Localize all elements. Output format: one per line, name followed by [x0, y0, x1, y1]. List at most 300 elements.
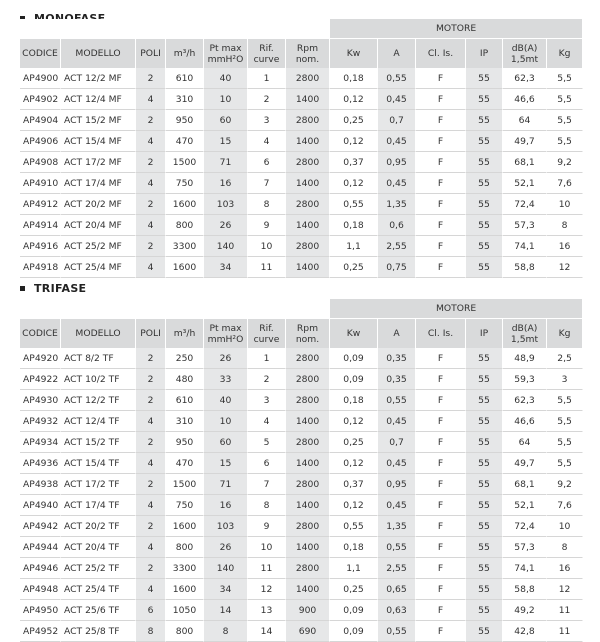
cell-pt-max: 60 — [204, 110, 248, 131]
cell-rif-curve: 10 — [248, 537, 286, 558]
cell-ampere: 0,35 — [378, 348, 416, 369]
cell-kg: 3 — [547, 369, 583, 390]
column-header-codice: CODICE — [20, 319, 61, 348]
cell-kw: 0,37 — [330, 152, 378, 173]
column-header-kg: Kg — [547, 319, 583, 348]
cell-kw: 0,25 — [330, 579, 378, 600]
column-header-ip: IP — [466, 39, 503, 68]
bullet-icon — [20, 286, 25, 291]
cell-poli: 2 — [136, 110, 166, 131]
cell-ampere: 0,75 — [378, 257, 416, 278]
cell-modello: ACT 15/2 TF — [61, 432, 136, 453]
column-header-pt-max: Pt max mmH²O — [204, 39, 248, 68]
cell-kw: 0,09 — [330, 369, 378, 390]
cell-codice: AP4902 — [20, 89, 61, 110]
cell-ampere: 0,45 — [378, 453, 416, 474]
cell-kg: 5,5 — [547, 131, 583, 152]
cell-ampere: 0,45 — [378, 411, 416, 432]
table-row — [20, 516, 583, 537]
cell-codice: AP4944 — [20, 537, 61, 558]
cell-codice: AP4932 — [20, 411, 61, 432]
cell-rif-curve: 4 — [248, 131, 286, 152]
cell-classe-isolamento: F — [416, 432, 466, 453]
cell-kg: 2,5 — [547, 348, 583, 369]
cell-pt-max: 103 — [204, 194, 248, 215]
cell-classe-isolamento: F — [416, 348, 466, 369]
cell-poli: 2 — [136, 432, 166, 453]
cell-kg: 10 — [547, 194, 583, 215]
cell-ip: 55 — [466, 215, 503, 236]
cell-kg: 9,2 — [547, 152, 583, 173]
cell-rpm: 2800 — [286, 369, 330, 390]
column-header-modello: MODELLO — [61, 319, 136, 348]
cell-poli: 2 — [136, 390, 166, 411]
cell-ampere: 0,95 — [378, 152, 416, 173]
cell-rpm: 1400 — [286, 537, 330, 558]
cell-codice: AP4942 — [20, 516, 61, 537]
table-row — [20, 558, 583, 579]
table-row — [20, 152, 583, 173]
cell-pt-max: 8 — [204, 621, 248, 642]
cell-classe-isolamento: F — [416, 516, 466, 537]
table-row — [20, 390, 583, 411]
cell-rif-curve: 9 — [248, 215, 286, 236]
cell-modello: ACT 25/4 MF — [61, 257, 136, 278]
cell-kw: 0,55 — [330, 516, 378, 537]
cell-kg: 9,2 — [547, 474, 583, 495]
cell-kg: 5,5 — [547, 453, 583, 474]
cell-poli: 6 — [136, 600, 166, 621]
cell-classe-isolamento: F — [416, 152, 466, 173]
cell-modello: ACT 15/2 MF — [61, 110, 136, 131]
cell-ampere: 0,45 — [378, 495, 416, 516]
cell-rif-curve: 14 — [248, 621, 286, 642]
cell-poli: 4 — [136, 537, 166, 558]
cell-ampere: 0,55 — [378, 537, 416, 558]
cell-modello: ACT 20/2 MF — [61, 194, 136, 215]
cell-rpm: 2800 — [286, 68, 330, 89]
cell-ip: 55 — [466, 453, 503, 474]
cell-pt-max: 16 — [204, 495, 248, 516]
cell-codice: AP4904 — [20, 110, 61, 131]
cell-pt-max: 26 — [204, 215, 248, 236]
cell-pt-max: 60 — [204, 432, 248, 453]
cell-classe-isolamento: F — [416, 89, 466, 110]
cell-kw: 0,12 — [330, 131, 378, 152]
cell-poli: 4 — [136, 495, 166, 516]
column-header-portata: m³/h — [166, 39, 204, 68]
cell-pt-max: 33 — [204, 369, 248, 390]
cell-poli: 4 — [136, 89, 166, 110]
column-header-ampere: A — [378, 39, 416, 68]
cell-codice: AP4952 — [20, 621, 61, 642]
cell-modello: ACT 12/2 MF — [61, 68, 136, 89]
column-header-rpm: Rpm nom. — [286, 39, 330, 68]
cell-rpm: 1400 — [286, 453, 330, 474]
cell-portata: 800 — [166, 537, 204, 558]
cell-rpm: 900 — [286, 600, 330, 621]
column-header-pt-max: Pt max mmH²O — [204, 319, 248, 348]
cell-rif-curve: 7 — [248, 474, 286, 495]
cell-rpm: 2800 — [286, 348, 330, 369]
column-header-codice: CODICE — [20, 39, 61, 68]
cell-portata: 3300 — [166, 558, 204, 579]
cell-db: 57,3 — [503, 537, 547, 558]
cell-rif-curve: 8 — [248, 194, 286, 215]
cell-pt-max: 14 — [204, 600, 248, 621]
motore-group-header: MOTORE — [330, 19, 583, 39]
cell-poli: 2 — [136, 369, 166, 390]
column-header-ip: IP — [466, 319, 503, 348]
cell-kw: 0,25 — [330, 257, 378, 278]
cell-ip: 55 — [466, 152, 503, 173]
cell-pt-max: 140 — [204, 236, 248, 257]
cell-rif-curve: 13 — [248, 600, 286, 621]
cell-ampere: 2,55 — [378, 558, 416, 579]
cell-poli: 4 — [136, 453, 166, 474]
header-blank — [20, 299, 330, 319]
cell-pt-max: 40 — [204, 68, 248, 89]
cell-modello: ACT 17/2 TF — [61, 474, 136, 495]
cell-portata: 1050 — [166, 600, 204, 621]
cell-kg: 16 — [547, 236, 583, 257]
cell-rif-curve: 8 — [248, 495, 286, 516]
table-row — [20, 453, 583, 474]
section-title-text: TRIFASE — [34, 282, 87, 295]
cell-poli: 2 — [136, 68, 166, 89]
cell-pt-max: 103 — [204, 516, 248, 537]
cell-ampere: 1,35 — [378, 194, 416, 215]
cell-codice: AP4916 — [20, 236, 61, 257]
cell-kw: 0,55 — [330, 194, 378, 215]
cell-ampere: 0,45 — [378, 89, 416, 110]
cell-modello: ACT 25/8 TF — [61, 621, 136, 642]
cell-poli: 2 — [136, 516, 166, 537]
cell-modello: ACT 15/4 MF — [61, 131, 136, 152]
cell-portata: 250 — [166, 348, 204, 369]
cell-classe-isolamento: F — [416, 579, 466, 600]
cell-kg: 8 — [547, 537, 583, 558]
cell-portata: 470 — [166, 131, 204, 152]
cell-db: 74,1 — [503, 236, 547, 257]
cell-portata: 480 — [166, 369, 204, 390]
cell-rpm: 1400 — [286, 579, 330, 600]
cell-ip: 55 — [466, 621, 503, 642]
cell-db: 68,1 — [503, 152, 547, 173]
cell-pt-max: 140 — [204, 558, 248, 579]
cell-kg: 12 — [547, 257, 583, 278]
column-header-rif-curve: Rif. curve — [248, 319, 286, 348]
motore-group-header: MOTORE — [330, 299, 583, 319]
cell-poli: 2 — [136, 152, 166, 173]
cell-modello: ACT 17/4 MF — [61, 173, 136, 194]
cell-rif-curve: 11 — [248, 257, 286, 278]
cell-portata: 1500 — [166, 152, 204, 173]
cell-rpm: 1400 — [286, 173, 330, 194]
column-header-classe-isolamento: Cl. Is. — [416, 39, 466, 68]
cell-ip: 55 — [466, 68, 503, 89]
cell-classe-isolamento: F — [416, 369, 466, 390]
cell-rif-curve: 2 — [248, 369, 286, 390]
cell-rpm: 1400 — [286, 215, 330, 236]
cell-poli: 2 — [136, 558, 166, 579]
table-row — [20, 495, 583, 516]
cell-kw: 0,12 — [330, 411, 378, 432]
cell-ip: 55 — [466, 516, 503, 537]
cell-modello: ACT 8/2 TF — [61, 348, 136, 369]
cell-ip: 55 — [466, 257, 503, 278]
cell-kg: 10 — [547, 516, 583, 537]
table-row — [20, 537, 583, 558]
cell-classe-isolamento: F — [416, 173, 466, 194]
cell-rpm: 2800 — [286, 516, 330, 537]
column-header-portata: m³/h — [166, 319, 204, 348]
cell-kg: 7,6 — [547, 173, 583, 194]
cell-db: 49,2 — [503, 600, 547, 621]
cell-modello: ACT 12/2 TF — [61, 390, 136, 411]
cell-ampere: 1,35 — [378, 516, 416, 537]
cell-codice: AP4918 — [20, 257, 61, 278]
cell-kw: 0,12 — [330, 173, 378, 194]
cell-portata: 310 — [166, 89, 204, 110]
cell-classe-isolamento: F — [416, 257, 466, 278]
cell-classe-isolamento: F — [416, 453, 466, 474]
column-header-poli: POLI — [136, 39, 166, 68]
cell-ip: 55 — [466, 558, 503, 579]
cell-ip: 55 — [466, 390, 503, 411]
cell-codice: AP4930 — [20, 390, 61, 411]
cell-codice: AP4900 — [20, 68, 61, 89]
cell-modello: ACT 20/4 MF — [61, 215, 136, 236]
cell-classe-isolamento: F — [416, 621, 466, 642]
cell-portata: 610 — [166, 390, 204, 411]
cell-poli: 2 — [136, 194, 166, 215]
table-row — [20, 173, 583, 194]
cell-poli: 4 — [136, 579, 166, 600]
cell-codice: AP4950 — [20, 600, 61, 621]
header-blank — [20, 19, 330, 39]
cell-ip: 55 — [466, 411, 503, 432]
cell-db: 58,8 — [503, 579, 547, 600]
cell-ip: 55 — [466, 495, 503, 516]
cell-portata: 750 — [166, 495, 204, 516]
table-row — [20, 89, 583, 110]
cell-rpm: 1400 — [286, 131, 330, 152]
cell-ip: 55 — [466, 432, 503, 453]
cell-pt-max: 71 — [204, 474, 248, 495]
cell-ampere: 0,65 — [378, 579, 416, 600]
cell-classe-isolamento: F — [416, 474, 466, 495]
cell-poli: 4 — [136, 257, 166, 278]
cell-classe-isolamento: F — [416, 236, 466, 257]
cell-rpm: 2800 — [286, 474, 330, 495]
cell-kg: 5,5 — [547, 89, 583, 110]
table-row — [20, 348, 583, 369]
cell-rif-curve: 4 — [248, 411, 286, 432]
cell-modello: ACT 25/2 TF — [61, 558, 136, 579]
table-row — [20, 131, 583, 152]
cell-ampere: 0,45 — [378, 131, 416, 152]
cell-kg: 5,5 — [547, 390, 583, 411]
cell-ip: 55 — [466, 600, 503, 621]
cell-classe-isolamento: F — [416, 68, 466, 89]
cell-classe-isolamento: F — [416, 558, 466, 579]
cell-kw: 0,09 — [330, 621, 378, 642]
cell-db: 46,6 — [503, 89, 547, 110]
table-row — [20, 579, 583, 600]
cell-rif-curve: 2 — [248, 89, 286, 110]
cell-rif-curve: 9 — [248, 516, 286, 537]
table-row — [20, 411, 583, 432]
cell-ip: 55 — [466, 194, 503, 215]
cell-classe-isolamento: F — [416, 194, 466, 215]
table-row — [20, 194, 583, 215]
cell-portata: 1600 — [166, 257, 204, 278]
cell-rpm: 1400 — [286, 257, 330, 278]
cell-modello: ACT 20/4 TF — [61, 537, 136, 558]
cell-modello: ACT 15/4 TF — [61, 453, 136, 474]
cell-portata: 800 — [166, 621, 204, 642]
cell-rpm: 2800 — [286, 152, 330, 173]
cell-classe-isolamento: F — [416, 131, 466, 152]
column-header-modello: MODELLO — [61, 39, 136, 68]
table-row — [20, 432, 583, 453]
cell-portata: 800 — [166, 215, 204, 236]
cell-portata: 3300 — [166, 236, 204, 257]
cell-classe-isolamento: F — [416, 215, 466, 236]
cell-codice: AP4920 — [20, 348, 61, 369]
column-header-kg: Kg — [547, 39, 583, 68]
cell-kw: 1,1 — [330, 236, 378, 257]
cell-modello: ACT 10/2 TF — [61, 369, 136, 390]
column-header-rif-curve: Rif. curve — [248, 39, 286, 68]
cell-pt-max: 15 — [204, 453, 248, 474]
cell-classe-isolamento: F — [416, 600, 466, 621]
cell-db: 68,1 — [503, 474, 547, 495]
cell-poli: 2 — [136, 348, 166, 369]
cell-kw: 0,12 — [330, 453, 378, 474]
cell-codice: AP4908 — [20, 152, 61, 173]
cell-ampere: 0,55 — [378, 621, 416, 642]
cell-ip: 55 — [466, 537, 503, 558]
cell-portata: 1600 — [166, 516, 204, 537]
cell-codice: AP4948 — [20, 579, 61, 600]
cell-codice: AP4910 — [20, 173, 61, 194]
cell-pt-max: 26 — [204, 348, 248, 369]
section-title-trifase — [20, 282, 86, 295]
cell-modello: ACT 12/4 TF — [61, 411, 136, 432]
cell-kw: 0,09 — [330, 600, 378, 621]
cell-pt-max: 34 — [204, 579, 248, 600]
cell-classe-isolamento: F — [416, 411, 466, 432]
cell-db: 57,3 — [503, 215, 547, 236]
cell-pt-max: 34 — [204, 257, 248, 278]
cell-ampere: 0,63 — [378, 600, 416, 621]
cell-ip: 55 — [466, 236, 503, 257]
cell-ip: 55 — [466, 369, 503, 390]
cell-ampere: 2,55 — [378, 236, 416, 257]
cell-pt-max: 10 — [204, 411, 248, 432]
cell-rpm: 2800 — [286, 236, 330, 257]
cell-ampere: 0,7 — [378, 110, 416, 131]
cell-rpm: 2800 — [286, 194, 330, 215]
cell-portata: 950 — [166, 432, 204, 453]
cell-modello: ACT 25/2 MF — [61, 236, 136, 257]
cell-db: 64 — [503, 432, 547, 453]
cell-rif-curve: 6 — [248, 453, 286, 474]
cell-classe-isolamento: F — [416, 110, 466, 131]
column-header-kw: Kw — [330, 319, 378, 348]
cell-rpm: 2800 — [286, 390, 330, 411]
cell-codice: AP4934 — [20, 432, 61, 453]
cell-classe-isolamento: F — [416, 495, 466, 516]
cell-db: 59,3 — [503, 369, 547, 390]
cell-kg: 5,5 — [547, 110, 583, 131]
column-header-rpm: Rpm nom. — [286, 319, 330, 348]
table-row — [20, 215, 583, 236]
cell-ip: 55 — [466, 348, 503, 369]
cell-modello: ACT 25/6 TF — [61, 600, 136, 621]
cell-kw: 0,37 — [330, 474, 378, 495]
cell-db: 49,7 — [503, 131, 547, 152]
cell-db: 62,3 — [503, 68, 547, 89]
cell-kg: 5,5 — [547, 68, 583, 89]
cell-portata: 1600 — [166, 579, 204, 600]
cell-kg: 5,5 — [547, 432, 583, 453]
column-header-ampere: A — [378, 319, 416, 348]
cell-kg: 7,6 — [547, 495, 583, 516]
cell-kw: 0,12 — [330, 495, 378, 516]
cell-ampere: 0,35 — [378, 369, 416, 390]
cell-codice: AP4914 — [20, 215, 61, 236]
cell-db: 58,8 — [503, 257, 547, 278]
cell-ip: 55 — [466, 579, 503, 600]
cell-ip: 55 — [466, 474, 503, 495]
cell-rif-curve: 7 — [248, 173, 286, 194]
cell-rpm: 2800 — [286, 558, 330, 579]
cell-poli: 4 — [136, 131, 166, 152]
cell-db: 62,3 — [503, 390, 547, 411]
cell-db: 72,4 — [503, 516, 547, 537]
cell-kw: 0,18 — [330, 390, 378, 411]
cell-codice: AP4922 — [20, 369, 61, 390]
table-row — [20, 369, 583, 390]
cell-codice: AP4940 — [20, 495, 61, 516]
cell-poli: 4 — [136, 173, 166, 194]
cell-db: 48,9 — [503, 348, 547, 369]
cell-pt-max: 71 — [204, 152, 248, 173]
table-row — [20, 257, 583, 278]
table-row — [20, 236, 583, 257]
cell-rpm: 1400 — [286, 411, 330, 432]
cell-kw: 0,18 — [330, 68, 378, 89]
cell-ip: 55 — [466, 110, 503, 131]
cell-modello: ACT 25/4 TF — [61, 579, 136, 600]
cell-ip: 55 — [466, 173, 503, 194]
cell-kg: 11 — [547, 600, 583, 621]
cell-rif-curve: 12 — [248, 579, 286, 600]
cell-ampere: 0,6 — [378, 215, 416, 236]
cell-kg: 16 — [547, 558, 583, 579]
cell-rif-curve: 10 — [248, 236, 286, 257]
cell-poli: 2 — [136, 236, 166, 257]
cell-modello: ACT 12/4 MF — [61, 89, 136, 110]
cell-modello: ACT 17/2 MF — [61, 152, 136, 173]
cell-pt-max: 16 — [204, 173, 248, 194]
cell-poli: 8 — [136, 621, 166, 642]
cell-ampere: 0,55 — [378, 390, 416, 411]
cell-db: 46,6 — [503, 411, 547, 432]
